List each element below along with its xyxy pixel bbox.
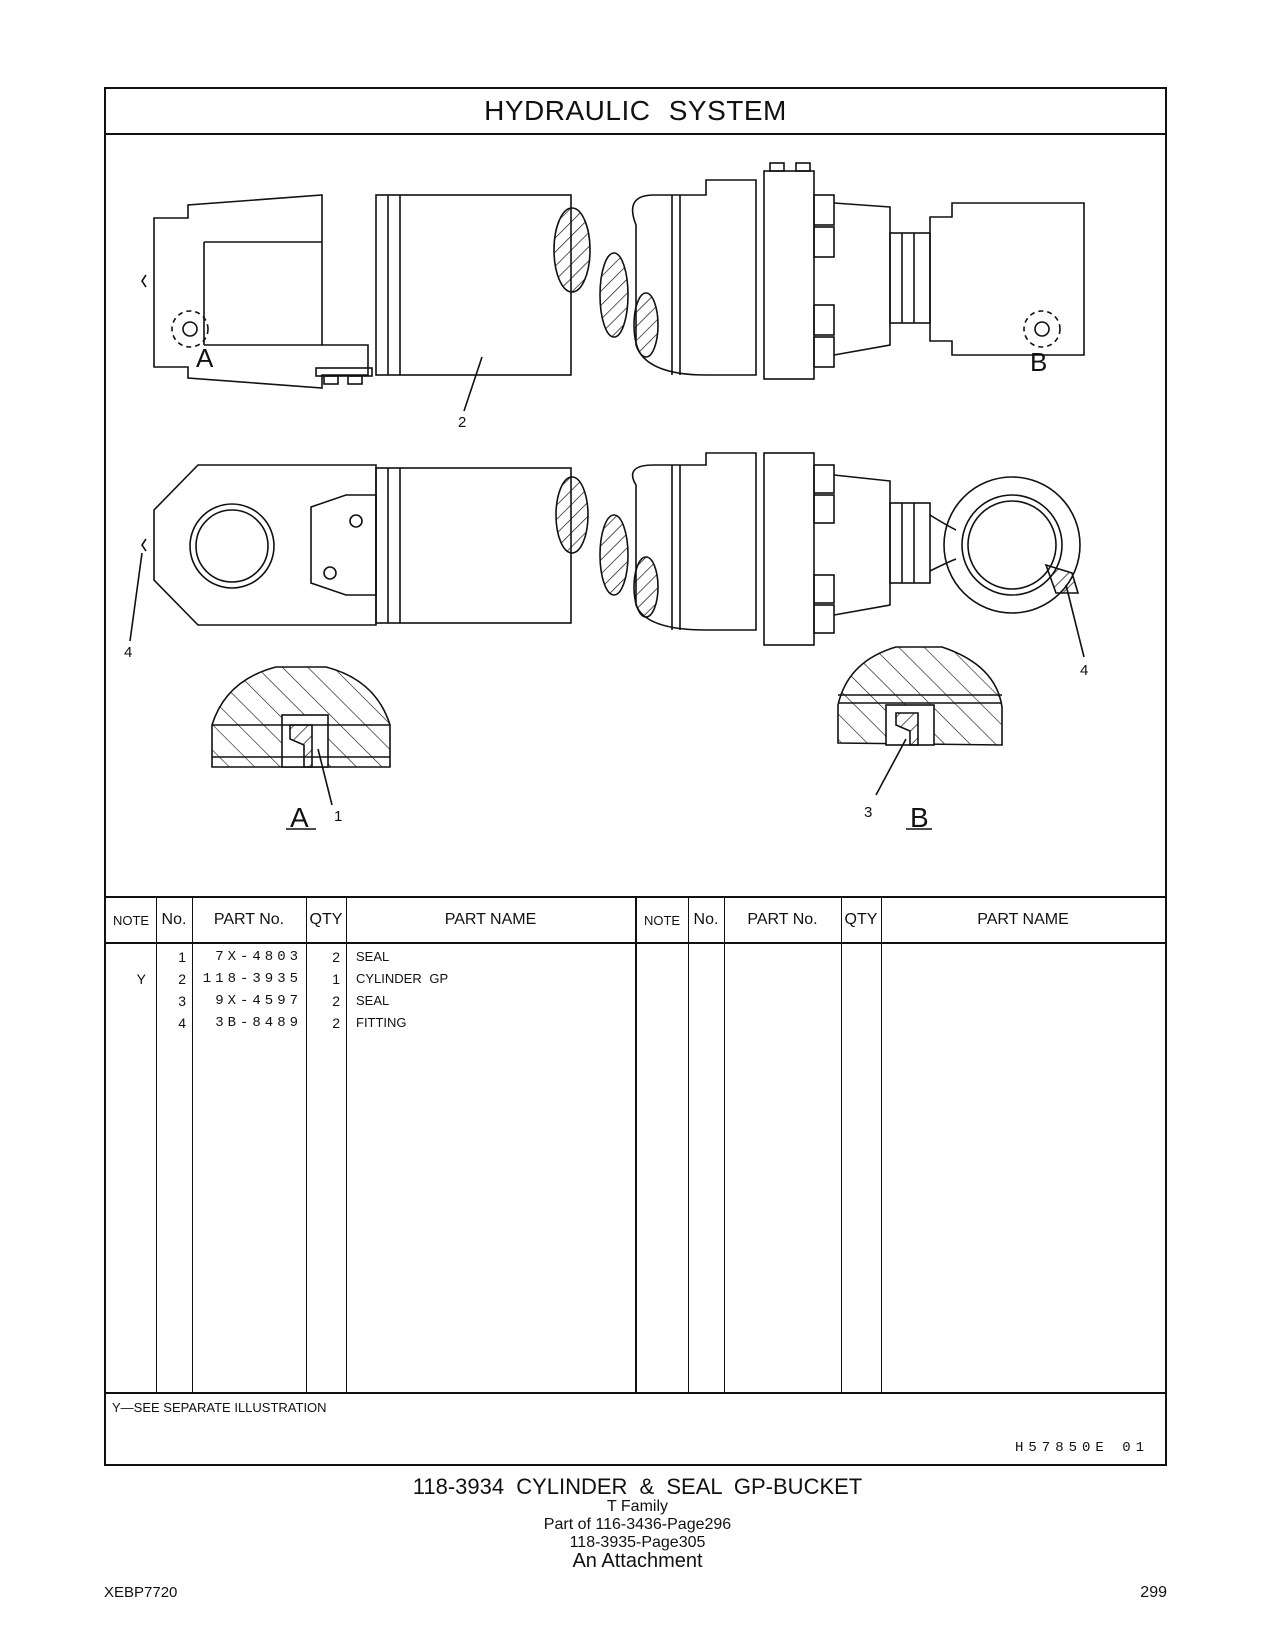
col-sep [346, 898, 347, 1392]
header-divider [106, 942, 1165, 944]
caption-part-of-1: Part of 116-3436-Page296 [543, 1516, 732, 1533]
caption-title: 118-3934 CYLINDER & SEAL GP-BUCKET [412, 1474, 863, 1499]
callout-4-left: 4 [124, 644, 133, 661]
drawing-number: H57850E 01 [1014, 1440, 1149, 1456]
col-sep [724, 898, 725, 1392]
caption-attachment: An Attachment [572, 1550, 703, 1572]
row-2-note: Y [136, 971, 146, 987]
view-label-a-top: A [196, 343, 214, 373]
col-sep-middle [635, 898, 637, 1392]
lower-cylinder-left [130, 465, 588, 641]
section-title: HYDRAULIC SYSTEM [106, 89, 1165, 135]
row-4-qty: 2 [332, 1015, 340, 1031]
col-header-note: NOTE [112, 912, 150, 928]
col-header-qty-2: QTY [844, 911, 878, 928]
row-2-no: 2 [178, 971, 186, 987]
row-1-no: 1 [178, 949, 186, 965]
row-3-qty: 2 [332, 993, 340, 1009]
col-sep [841, 898, 842, 1392]
footnote-area [106, 1392, 1165, 1466]
parts-table [106, 896, 1165, 1392]
col-header-part-name-2: PART NAME [977, 911, 1069, 928]
detail-label-b: B [910, 802, 929, 833]
col-header-no: No. [161, 911, 187, 928]
col-header-qty: QTY [309, 911, 343, 928]
row-4-part-no: 3B-8489 [215, 1015, 302, 1031]
lower-cylinder-right [600, 453, 1084, 657]
col-header-part-no-2: PART No. [747, 911, 818, 928]
footnote: Y—SEE SEPARATE ILLUSTRATION [112, 1400, 327, 1415]
callout-1: 1 [334, 808, 343, 825]
row-3-part-no: 9X-4597 [215, 993, 302, 1009]
callout-2: 2 [458, 414, 467, 431]
row-3-no: 3 [178, 993, 186, 1009]
page-number: 299 [1140, 1584, 1167, 1601]
page-frame [104, 87, 1167, 1466]
row-2-part-name: CYLINDER GP [356, 971, 449, 986]
row-3-part-name: SEAL [356, 993, 390, 1008]
row-1-qty: 2 [332, 949, 340, 965]
callout-4-right: 4 [1080, 662, 1089, 679]
row-4-no: 4 [178, 1015, 186, 1031]
row-1-part-name: SEAL [356, 949, 390, 964]
document-id: XEBP7720 [104, 1584, 178, 1601]
col-sep [688, 898, 689, 1392]
caption-part-of-2: 118-3935-Page305 [569, 1534, 706, 1551]
callout-3: 3 [864, 804, 873, 821]
row-4-part-name: FITTING [356, 1015, 407, 1030]
detail-label-a: A [290, 802, 309, 833]
col-header-part-no: PART No. [213, 911, 285, 928]
cylinder-drawing-svg [106, 135, 1169, 896]
col-header-no-2: No. [693, 911, 719, 928]
row-4-note [106, 1012, 146, 1034]
row-2-part-no: 118-3935 [202, 971, 302, 987]
upper-cylinder-right [600, 163, 1084, 379]
col-header-part-name: PART NAME [444, 911, 537, 928]
caption-family: T Family [606, 1498, 669, 1515]
view-label-b-top: B [1030, 347, 1048, 377]
cylinder-illustration [106, 135, 1165, 896]
row-3-note [106, 990, 146, 1012]
row-2-qty: 1 [332, 971, 340, 987]
row-1-part-no: 7X-4803 [215, 949, 302, 965]
row-1-note [106, 946, 146, 968]
col-header-note-2: NOTE [643, 912, 681, 928]
col-sep [881, 898, 882, 1392]
